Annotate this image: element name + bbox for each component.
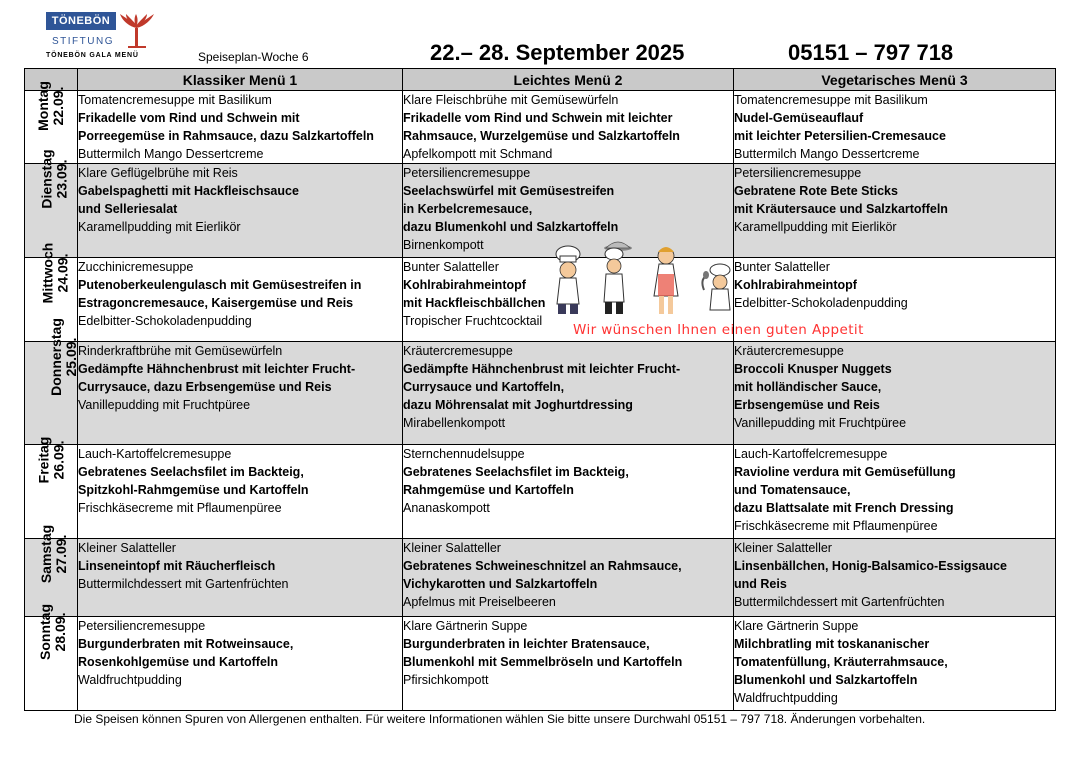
main-dish-line: Putenoberkeulengulasch mit Gemüsestreifen in — [78, 278, 362, 292]
day-cell — [25, 318, 79, 445]
main-dish-line: Currysauce, dazu Erbsengemüse und Reis — [78, 380, 332, 394]
main-dish-line: Gebratenes Seelachsfilet im Backteig, — [403, 465, 629, 479]
main-dish-line: Linseneintopf mit Räucherfleisch — [78, 559, 276, 573]
menu-cell — [734, 164, 1056, 258]
soup-text: Kleiner Salatteller — [403, 541, 501, 555]
soup-text: Bunter Salatteller — [734, 260, 830, 274]
dessert-text: Mirabellenkompott — [403, 416, 506, 430]
day-date: 23.09. — [53, 159, 70, 199]
logo-tagline: TÖNEBÖN GALA MENÜ — [46, 52, 139, 59]
main-dish-line: mit Hackfleischbällchen — [403, 296, 546, 310]
phone-number: 05151 – 797 718 — [788, 40, 954, 65]
soup-text: Zucchinicremesuppe — [78, 260, 194, 274]
menu-cell — [78, 617, 403, 711]
table-row — [25, 258, 1056, 342]
column-header-menu-3: Vegetarisches Menü 3 — [734, 69, 1056, 91]
day-date: 26.09. — [50, 440, 66, 480]
main-dish-line: dazu Blattsalate mit French Dressing — [734, 501, 954, 515]
main-dish-line: Rahmgemüse und Kartoffeln — [403, 483, 574, 497]
main-dish-line: Porreegemüse in Rahmsauce, dazu Salzkartoffeln — [78, 129, 374, 143]
main-dish-line: Ravioline verdura mit Gemüsefüllung — [734, 465, 956, 479]
day-name: Sonntag — [37, 604, 53, 660]
menu-cell — [78, 91, 403, 164]
menu-cell — [734, 617, 1056, 711]
waiter-icon — [604, 242, 632, 314]
day-name: Donnerstag — [47, 318, 64, 396]
soup-text: Petersiliencremesuppe — [403, 166, 531, 180]
soup-text: Petersiliencremesuppe — [78, 619, 206, 633]
soup-text: Klare Fleischbrühe mit Gemüsewürfeln — [403, 93, 619, 107]
menu-cell — [78, 539, 403, 617]
soup-text: Petersiliencremesuppe — [734, 166, 862, 180]
day-name: Mittwoch — [39, 242, 56, 304]
menu-cell — [78, 342, 403, 445]
logo — [46, 12, 166, 64]
main-dish-line: Currysauce und Kartoffeln, — [403, 380, 565, 394]
menu-cell — [734, 342, 1056, 445]
date-range: 22.– 28. September 2025 — [430, 40, 685, 65]
soup-text: Kräutercremesuppe — [734, 344, 844, 358]
soup-text: Lauch-Kartoffelcremesuppe — [78, 447, 232, 461]
main-dish-line: Blumenkohl mit Semmelbröseln und Kartoffeln — [403, 655, 683, 669]
main-dish-line: Gedämpfte Hähnchenbrust mit leichter Frucht- — [403, 362, 681, 376]
dessert-text: Waldfruchtpudding — [734, 691, 838, 705]
dessert-text: Birnenkompott — [403, 238, 484, 252]
table-row — [25, 342, 1056, 445]
main-dish-line: Rosenkohlgemüse und Kartoffeln — [78, 655, 279, 669]
dessert-text: Apfelkompott mit Schmand — [403, 147, 553, 161]
menu-cell — [78, 258, 403, 342]
day-date: 28.09. — [52, 612, 68, 652]
soup-text: Klare Geflügelbrühe mit Reis — [78, 166, 238, 180]
day-name: Freitag — [35, 436, 51, 484]
main-dish-line: Rahmsauce, Wurzelgemüse und Salzkartoffeln — [403, 129, 680, 143]
main-dish-line: dazu Blumenkohl und Salzkartoffeln — [403, 220, 619, 234]
day-label — [38, 604, 68, 660]
menu-cell — [403, 617, 734, 711]
tree-icon — [118, 14, 158, 48]
main-dish-line: Kohlrabirahmeintopf — [403, 278, 526, 292]
dessert-text: Apfelmus mit Preiselbeeren — [403, 595, 556, 609]
main-dish-line: Burgunderbraten in leichter Bratensauce, — [403, 637, 650, 651]
main-dish-line: Estragoncremesauce, Kaisergemüse und Reis — [78, 296, 354, 310]
day-label — [36, 437, 66, 484]
chef-icon — [556, 246, 580, 314]
day-label — [49, 318, 79, 396]
table-row — [25, 91, 1056, 164]
main-dish-line: dazu Möhrensalat mit Joghurtdressing — [403, 398, 633, 412]
soup-text: Bunter Salatteller — [403, 260, 499, 274]
soup-text: Rinderkraftbrühe mit Gemüsewürfeln — [78, 344, 283, 358]
day-name: Dienstag — [38, 149, 55, 209]
main-dish-line: und Reis — [734, 577, 787, 591]
day-date: 25.09. — [62, 337, 79, 377]
soup-text: Lauch-Kartoffelcremesuppe — [734, 447, 888, 461]
table-row — [25, 164, 1056, 258]
week-label: Speiseplan-Woche 6 — [198, 50, 309, 64]
main-dish-line: in Kerbelcremesauce, — [403, 202, 533, 216]
column-header-menu-1: Klassiker Menü 1 — [78, 69, 403, 91]
menu-cell — [403, 91, 734, 164]
soup-text: Kleiner Salatteller — [78, 541, 176, 555]
day-date: 27.09. — [53, 534, 70, 574]
column-header-menu-2: Leichtes Menü 2 — [403, 69, 734, 91]
menu-cell — [734, 539, 1056, 617]
menu-cell — [78, 445, 403, 539]
main-dish-line: Gebratene Rote Bete Sticks — [734, 184, 898, 198]
menu-cell — [734, 91, 1056, 164]
main-dish-line: Frikadelle vom Rind und Schwein mit — [78, 111, 300, 125]
kid-chef-icon — [702, 264, 730, 310]
dessert-text: Frischkäsecreme mit Pflaumenpüree — [734, 519, 938, 533]
dessert-text: Edelbitter-Schokoladenpudding — [78, 314, 252, 328]
soup-text: Tomatencremesuppe mit Basilikum — [78, 93, 272, 107]
menu-cell — [403, 539, 734, 617]
dessert-text: Vanillepudding mit Fruchtpüree — [734, 416, 907, 430]
day-date: 24.09. — [54, 253, 71, 293]
dessert-text: Ananaskompott — [403, 501, 490, 515]
soup-text: Tomatencremesuppe mit Basilikum — [734, 93, 928, 107]
main-dish-line: und Selleriesalat — [78, 202, 178, 216]
dessert-text: Vanillepudding mit Fruchtpüree — [78, 398, 251, 412]
day-label — [40, 149, 70, 208]
main-dish-line: Burgunderbraten mit Rotweinsauce, — [78, 637, 294, 651]
dessert-text: Karamellpudding mit Eierlikör — [734, 220, 897, 234]
soup-text: Klare Gärtnerin Suppe — [403, 619, 528, 633]
logo-subtitle: STIFTUNG — [52, 36, 114, 47]
main-dish-line: Vichykarotten und Salzkartoffeln — [403, 577, 598, 591]
main-dish-line: Frikadelle vom Rind und Schwein mit leichter — [403, 111, 673, 125]
main-dish-line: Erbsengemüse und Reis — [734, 398, 880, 412]
day-label — [36, 81, 66, 131]
menu-table-body — [25, 81, 1056, 711]
main-dish-line: mit Kräutersauce und Salzkartoffeln — [734, 202, 948, 216]
day-date: 22.09. — [49, 86, 66, 126]
menu-cell — [734, 445, 1056, 539]
dessert-text: Pfirsichkompott — [403, 673, 489, 687]
logo-title: TÖNEBÖN — [46, 12, 116, 30]
main-dish-line: Tomatenfüllung, Kräuterrahmsauce, — [734, 655, 948, 669]
main-dish-line: Milchbratling mit toskananischer — [734, 637, 930, 651]
dessert-text: Buttermilch Mango Dessertcreme — [78, 147, 264, 161]
dessert-text: Karamellpudding mit Eierlikör — [78, 220, 241, 234]
dessert-text: Buttermilchdessert mit Gartenfrüchten — [734, 595, 945, 609]
table-header-row — [25, 69, 1056, 91]
day-name: Montag — [34, 81, 51, 131]
dessert-text: Waldfruchtpudding — [78, 673, 182, 687]
dessert-text: Frischkäsecreme mit Pflaumenpüree — [78, 501, 282, 515]
soup-text: Kleiner Salatteller — [734, 541, 832, 555]
footer-note: Die Speisen können Spuren von Allergenen enthalten. Für weitere Informationen wählen Sie bitte unsere Durchwahl 05151 – 797 718. Änderungen vorbehalten. — [74, 712, 926, 726]
soup-text: Sternchennudelsuppe — [403, 447, 525, 461]
soup-text: Klare Gärtnerin Suppe — [734, 619, 859, 633]
main-dish-line: Gebratenes Schweineschnitzel an Rahmsauce, — [403, 559, 682, 573]
main-dish-line: Gebratenes Seelachsfilet im Backteig, — [78, 465, 304, 479]
main-dish-line: Kohlrabirahmeintopf — [734, 278, 857, 292]
day-label — [40, 243, 70, 304]
waitress-icon — [654, 247, 678, 314]
chefs-illustration — [548, 240, 744, 318]
day-cell — [25, 604, 78, 711]
dessert-text: Edelbitter-Schokoladenpudding — [734, 296, 908, 310]
dessert-text: Buttermilchdessert mit Gartenfrüchten — [78, 577, 289, 591]
dessert-text: Buttermilch Mango Dessertcreme — [734, 147, 920, 161]
table-row — [25, 539, 1056, 617]
main-dish-line: Gedämpfte Hähnchenbrust mit leichter Frucht- — [78, 362, 356, 376]
menu-cell — [403, 342, 734, 445]
table-row — [25, 617, 1056, 711]
dessert-text: Tropischer Fruchtcocktail — [403, 314, 543, 328]
main-dish-line: und Tomatensauce, — [734, 483, 851, 497]
main-dish-line: mit leichter Petersilien-Cremesauce — [734, 129, 946, 143]
main-dish-line: mit holländischer Sauce, — [734, 380, 882, 394]
main-dish-line: Seelachswürfel mit Gemüsestreifen — [403, 184, 615, 198]
day-name: Samstag — [38, 524, 55, 584]
greeting-text: Wir wünschen Ihnen einen guten Appetit — [573, 322, 864, 338]
menu-table — [24, 68, 1056, 711]
menu-cell — [78, 164, 403, 258]
menu-cell — [403, 445, 734, 539]
main-dish-line: Gabelspaghetti mit Hackfleischsauce — [78, 184, 299, 198]
main-dish-line: Spitzkohl-Rahmgemüse und Kartoffeln — [78, 483, 309, 497]
day-label — [39, 525, 69, 583]
main-dish-line: Linsenbällchen, Honig-Balsamico-Essigsauce — [734, 559, 1007, 573]
main-dish-line: Broccoli Knusper Nuggets — [734, 362, 892, 376]
table-row — [25, 445, 1056, 539]
soup-text: Kräutercremesuppe — [403, 344, 513, 358]
main-dish-line: Blumenkohl und Salzkartoffeln — [734, 673, 918, 687]
main-dish-line: Nudel-Gemüseauflauf — [734, 111, 864, 125]
